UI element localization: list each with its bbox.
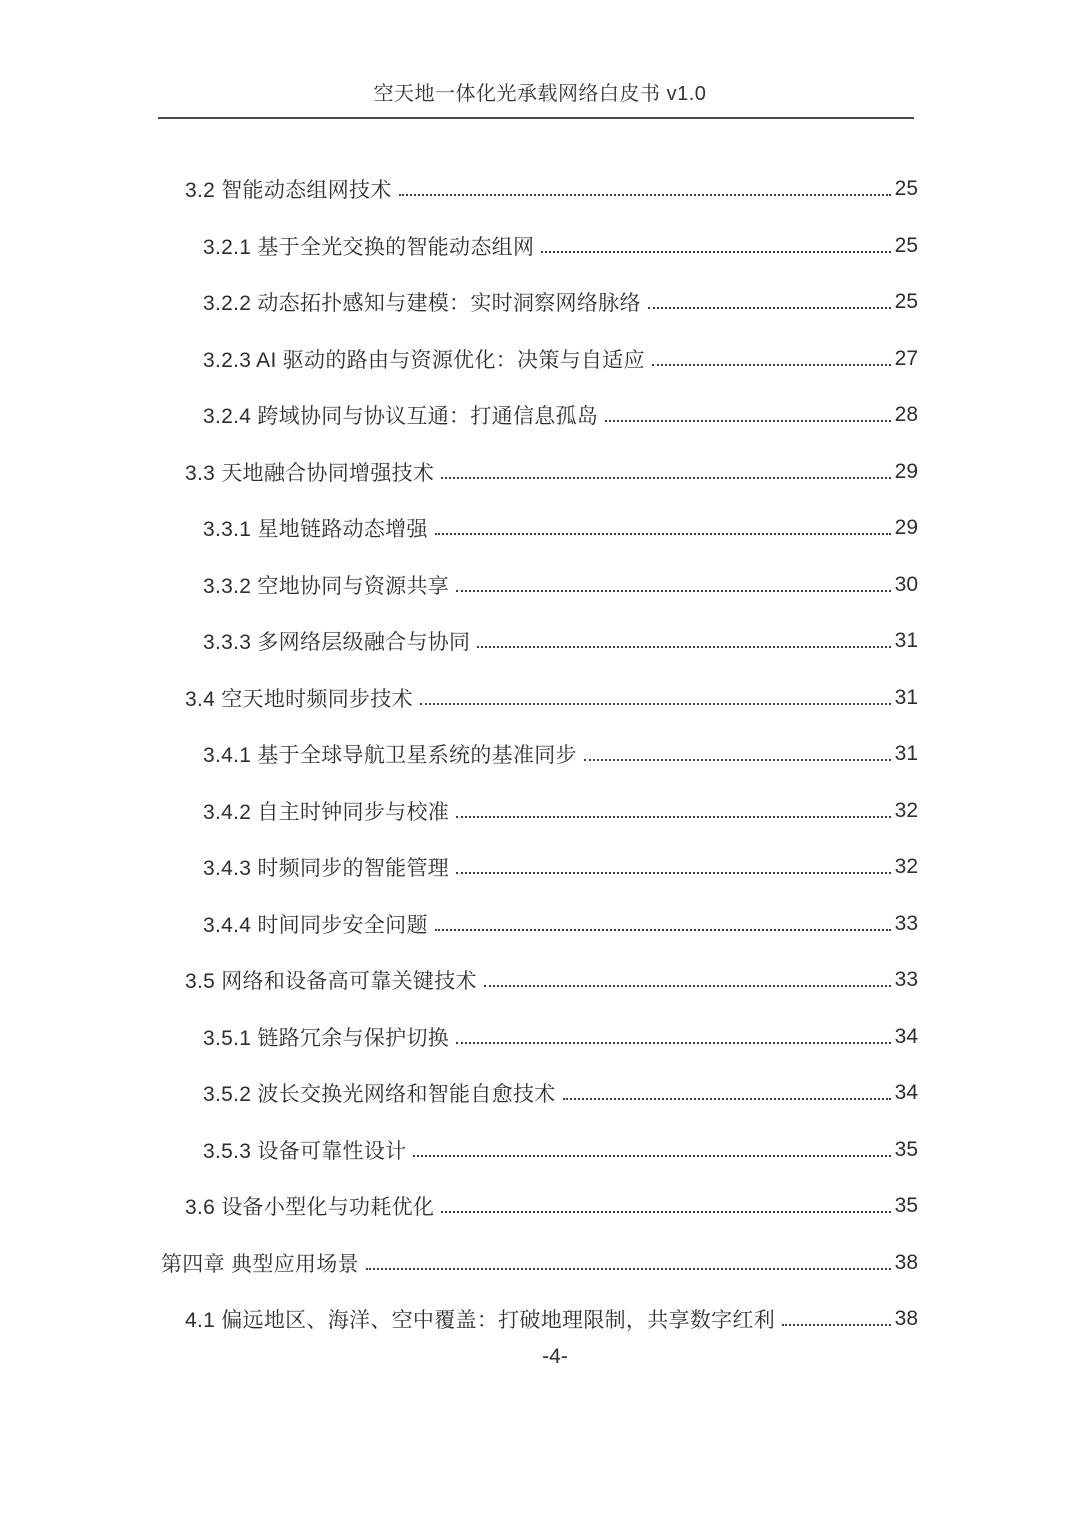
toc-entry [158, 387, 918, 444]
toc-entry-label: 3.4.4 时间同步安全问题 [203, 913, 428, 937]
toc-entry-label: 3.3.1 星地链路动态增强 [203, 518, 428, 542]
toc-entry [158, 1235, 918, 1292]
toc-entry [158, 218, 918, 275]
toc-leader-dots [782, 1324, 891, 1326]
toc-entry-page: 31 [894, 629, 918, 653]
toc-entry-label: 3.4 空天地时频同步技术 [185, 687, 413, 711]
toc-leader-dots [477, 646, 890, 648]
toc-entry [158, 444, 918, 501]
toc-entry-page: 38 [894, 1307, 918, 1331]
toc-entry-page: 29 [894, 459, 918, 483]
toc-entry [158, 726, 918, 783]
toc-leader-dots [399, 194, 891, 196]
toc-entry-page: 31 [894, 742, 918, 766]
toc-entry-label: 3.4.2 自主时钟同步与校准 [203, 800, 450, 824]
toc-leader-dots [541, 251, 890, 253]
toc-entry-label: 3.3 天地融合协同增强技术 [185, 461, 435, 485]
toc-entry-page: 27 [894, 346, 918, 370]
toc-leader-dots [484, 985, 891, 987]
toc-entry-page: 38 [894, 1250, 918, 1274]
toc-entry-label: 3.4.3 时频同步的智能管理 [203, 857, 450, 881]
toc-leader-dots [456, 590, 891, 592]
toc-entry-label: 3.3.3 多网络层级融合与协同 [203, 631, 471, 655]
toc-leader-dots [366, 1268, 891, 1270]
table-of-contents [158, 161, 918, 1348]
toc-entry [158, 1178, 918, 1235]
toc-leader-dots [652, 364, 891, 366]
toc-entry-label: 3.5.2 波长交换光网络和智能自愈技术 [203, 1083, 556, 1107]
toc-entry-page: 25 [894, 233, 918, 257]
header-divider [158, 117, 914, 119]
toc-entry [158, 1122, 918, 1179]
toc-leader-dots [456, 816, 891, 818]
toc-entry-page: 31 [894, 685, 918, 709]
toc-entry-page: 28 [894, 403, 918, 427]
toc-entry [158, 1291, 918, 1348]
page-footer [0, 1345, 1080, 1369]
toc-entry-label: 3.5 网络和设备高可靠关键技术 [185, 970, 477, 994]
toc-entry-label: 4.1 偏远地区、海洋、空中覆盖：打破地理限制，共享数字红利 [185, 1309, 776, 1333]
toc-entry-page: 34 [894, 1081, 918, 1105]
toc-entry-page: 32 [894, 855, 918, 879]
toc-entry-label: 3.6 设备小型化与功耗优化 [185, 1196, 435, 1220]
toc-entry-page: 35 [894, 1137, 918, 1161]
toc-entry [158, 557, 918, 614]
toc-entry [158, 1065, 918, 1122]
toc-entry-page: 25 [894, 177, 918, 201]
page-number: -4- [542, 1345, 568, 1368]
toc-leader-dots [413, 1155, 890, 1157]
toc-leader-dots [435, 929, 891, 931]
toc-entry [158, 670, 918, 727]
toc-entry-label: 3.2.2 动态拓扑感知与建模：实时洞察网络脉络 [203, 292, 641, 316]
toc-leader-dots [563, 1098, 891, 1100]
toc-entry [158, 952, 918, 1009]
document-title: 空天地一体化光承载网络白皮书 v1.0 [373, 83, 707, 105]
toc-entry-label: 3.5.3 设备可靠性设计 [203, 1139, 407, 1163]
toc-leader-dots [605, 420, 891, 422]
toc-entry-page: 33 [894, 911, 918, 935]
toc-entry [158, 783, 918, 840]
toc-leader-dots [456, 872, 891, 874]
toc-entry [158, 274, 918, 331]
toc-entry-page: 34 [894, 1024, 918, 1048]
toc-leader-dots [441, 1211, 890, 1213]
toc-leader-dots [435, 533, 891, 535]
toc-entry [158, 331, 918, 388]
toc-entry-label: 3.4.1 基于全球导航卫星系统的基准同步 [203, 744, 577, 768]
toc-leader-dots [456, 1042, 891, 1044]
toc-entry-label: 3.2 智能动态组网技术 [185, 179, 392, 203]
toc-entry-page: 33 [894, 968, 918, 992]
toc-entry [158, 1009, 918, 1066]
toc-entry-page: 25 [894, 290, 918, 314]
toc-entry-label: 第四章 典型应用场景 [161, 1252, 359, 1276]
toc-leader-dots [420, 703, 891, 705]
toc-entry-label: 3.2.1 基于全光交换的智能动态组网 [203, 235, 535, 259]
toc-entry-label: 3.2.3 AI 驱动的路由与资源优化：决策与自适应 [203, 348, 645, 372]
toc-leader-dots [584, 759, 891, 761]
toc-entry-page: 30 [894, 572, 918, 596]
toc-entry-page: 35 [894, 1194, 918, 1218]
toc-leader-dots [441, 477, 890, 479]
toc-entry [158, 161, 918, 218]
toc-entry [158, 613, 918, 670]
toc-entry [158, 839, 918, 896]
toc-entry [158, 896, 918, 953]
toc-leader-dots [648, 307, 891, 309]
toc-entry-label: 3.3.2 空地协同与资源共享 [203, 574, 450, 598]
toc-entry-label: 3.2.4 跨域协同与协议互通：打通信息孤岛 [203, 405, 599, 429]
toc-entry-label: 3.5.1 链路冗余与保护切换 [203, 1026, 450, 1050]
toc-entry-page: 32 [894, 798, 918, 822]
toc-entry [158, 500, 918, 557]
toc-entry-page: 29 [894, 516, 918, 540]
